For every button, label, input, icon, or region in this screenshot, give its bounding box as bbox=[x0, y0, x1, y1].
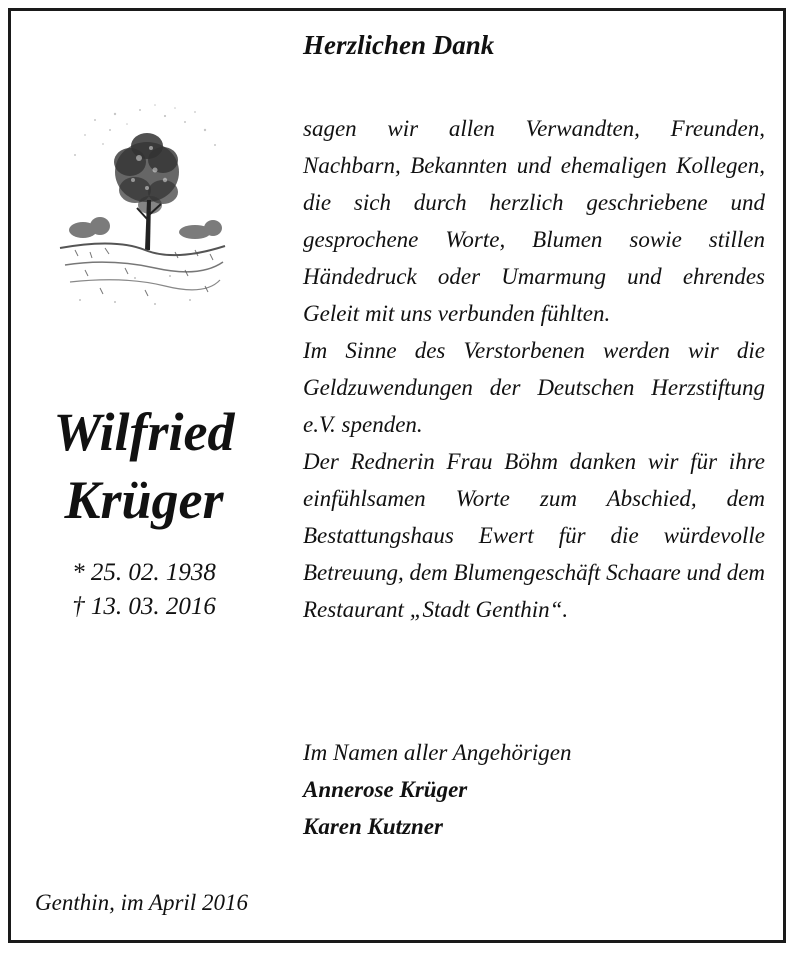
death-date: † 13. 03. 2016 bbox=[72, 593, 216, 620]
thanks-paragraph: sagen wir allen Verwandten, Freunden, Nachbarn, Bekannten und ehemaligen Kollegen, die sich durch herzlich geschriebene und gesprochene Worte, Blumen sowie stillen Händedruck oder Umarmung und ehrendes Geleit mit uns verbunden fühlten. bbox=[303, 116, 765, 326]
deceased-name bbox=[18, 398, 270, 534]
birth-date: * 25. 02. 1938 bbox=[72, 559, 216, 586]
tree-landscape-illustration bbox=[55, 100, 227, 310]
thank-you-text bbox=[303, 110, 765, 628]
notice-heading: Herzlichen Dank bbox=[303, 30, 495, 60]
acknowledgements-paragraph: Der Rednerin Frau Böhm danken wir für ihre einfühlsamen Worte zum Abschied, dem Bestattungshaus Ewert für die würdevolle Betreuung, dem Blumengeschäft Schaare und dem Restaurant „Stadt Genthin“. bbox=[303, 449, 766, 622]
life-dates bbox=[18, 556, 270, 624]
signer-name: Karen Kutzner bbox=[303, 814, 443, 839]
signer-name: Annerose Krüger bbox=[303, 777, 468, 802]
signoff bbox=[303, 734, 572, 845]
place-and-date: Genthin, im April 2016 bbox=[35, 890, 248, 915]
signoff-intro: Im Namen aller Angehörigen bbox=[303, 740, 572, 765]
deceased-last-name: Krüger bbox=[64, 470, 224, 530]
deceased-first-name: Wilfried bbox=[53, 402, 235, 462]
donation-paragraph: Im Sinne des Verstorbenen werden wir die Geldzuwendungen der Deutschen Herzstiftung e.V. spenden. bbox=[303, 338, 765, 437]
